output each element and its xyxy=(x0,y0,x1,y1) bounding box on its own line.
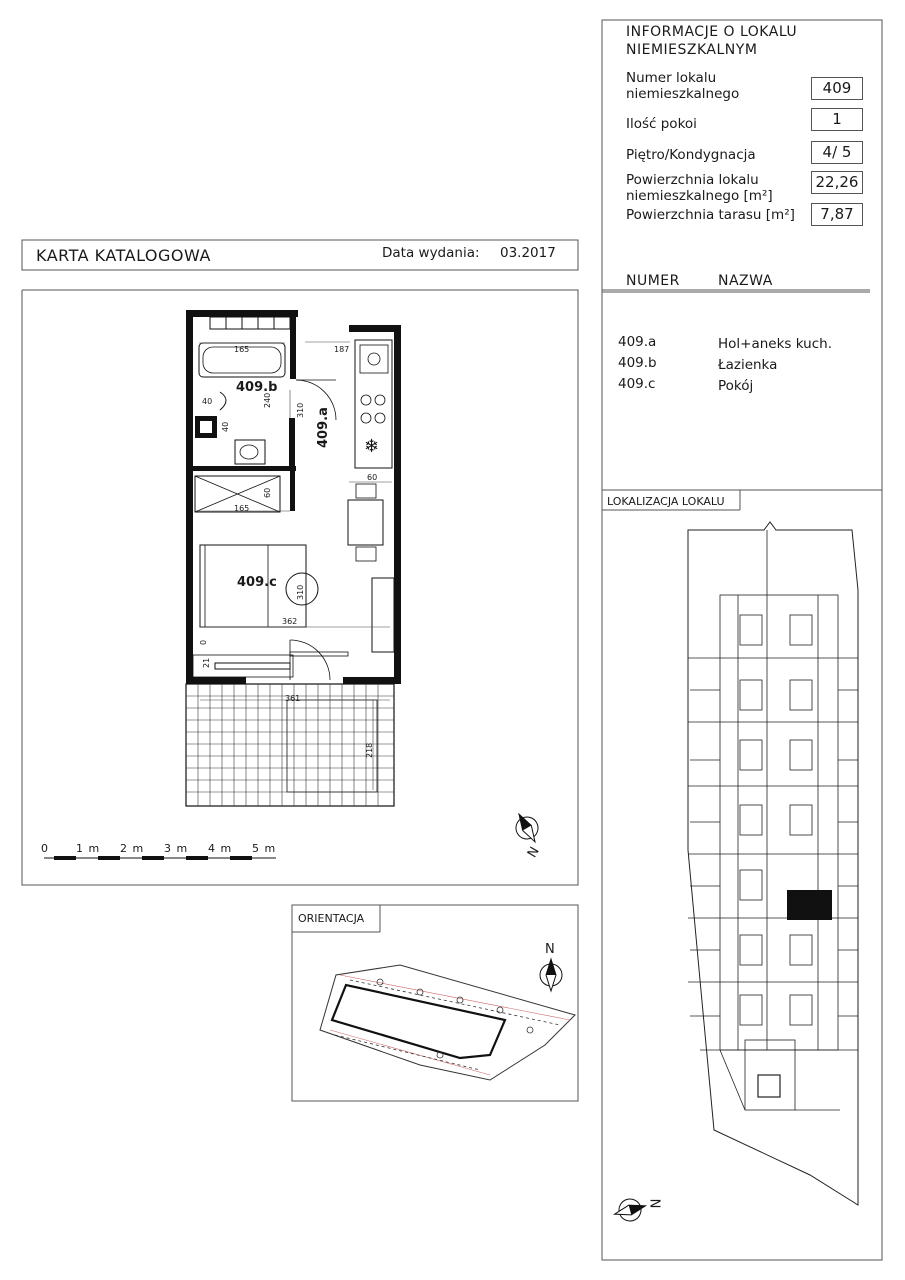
plan-north-label: N xyxy=(524,844,543,861)
page-title: KARTA KATALOGOWA xyxy=(36,246,211,265)
room-number: 409.a xyxy=(618,334,657,350)
scale-label: 3 m xyxy=(164,842,189,855)
room-label-409c: 409.c xyxy=(237,575,277,590)
info-floor: 4/ 5 xyxy=(811,141,863,164)
issue-date-label: Data wydania: xyxy=(382,245,480,261)
info-title-line2: NIEMIESZKALNYM xyxy=(626,42,758,58)
info-unit-area: 22,26 xyxy=(811,171,863,194)
dim-label: 362 xyxy=(282,617,298,626)
dim-label: 40 xyxy=(202,397,213,406)
orientation-north-label: N xyxy=(545,942,555,957)
info-row-label: niemieszkalnego xyxy=(626,86,740,102)
location-plan xyxy=(688,522,858,1205)
orientation-site-plan xyxy=(320,965,575,1080)
plan-compass xyxy=(509,809,544,848)
info-title-line1: INFORMACJE O LOKALU xyxy=(626,24,798,40)
dim-label: 165 xyxy=(234,504,250,513)
dim-label: 165 xyxy=(234,345,250,354)
location-compass xyxy=(612,1195,649,1225)
dim-label: 40 xyxy=(221,421,230,432)
issue-date: 03.2017 xyxy=(500,245,556,261)
room-label-409b: 409.b xyxy=(236,380,278,395)
info-row-label: Powierzchnia tarasu [m²] xyxy=(626,207,795,223)
info-room-count: 1 xyxy=(811,108,863,131)
dim-label: 218 xyxy=(365,742,374,758)
info-unit-number: 409 xyxy=(811,77,863,100)
scale-label: 2 m xyxy=(120,842,145,855)
rooms-col-name: NAZWA xyxy=(718,273,773,289)
dim-label: 240 xyxy=(263,392,272,408)
dim-label: 310 xyxy=(296,402,305,418)
info-terrace-area: 7,87 xyxy=(811,203,863,226)
info-row-label: Powierzchnia lokalu xyxy=(626,172,759,188)
dim-label: 361 xyxy=(285,694,301,703)
scale-label: 1 m xyxy=(76,842,101,855)
scale-label: 5 m xyxy=(252,842,277,855)
orientation-compass xyxy=(540,959,562,991)
orientation-title: ORIENTACJA xyxy=(298,912,365,925)
room-name: Łazienka xyxy=(718,357,778,373)
location-title: LOKALIZACJA LOKALU xyxy=(607,495,725,508)
info-row-label: Piętro/Kondygnacja xyxy=(626,147,756,163)
scale-label: 0 xyxy=(41,842,49,855)
rooms-col-number: NUMER xyxy=(626,273,680,289)
dim-label: 21 xyxy=(202,657,211,668)
scale-bar xyxy=(44,856,276,860)
info-row-label: Ilość pokoi xyxy=(626,116,697,132)
info-row-label: niemieszkalnego [m²] xyxy=(626,188,773,204)
room-number: 409.b xyxy=(618,355,657,371)
svg-text:❄: ❄ xyxy=(364,436,380,457)
dim-label: 187 xyxy=(334,345,350,354)
dim-label: 0 xyxy=(199,639,208,645)
dim-label: 60 xyxy=(367,473,378,482)
highlighted-unit xyxy=(787,890,832,920)
floor-plan xyxy=(186,310,401,806)
room-label-409a: 409.a xyxy=(316,407,331,448)
dim-label: 310 xyxy=(296,584,305,600)
room-number: 409.c xyxy=(618,376,656,392)
info-row-label: Numer lokalu xyxy=(626,70,717,86)
dim-label: 60 xyxy=(263,487,272,498)
scale-label: 4 m xyxy=(208,842,233,855)
location-north-label: N xyxy=(646,1198,662,1209)
room-name: Hol+aneks kuch. xyxy=(718,336,832,352)
room-name: Pokój xyxy=(718,378,754,394)
